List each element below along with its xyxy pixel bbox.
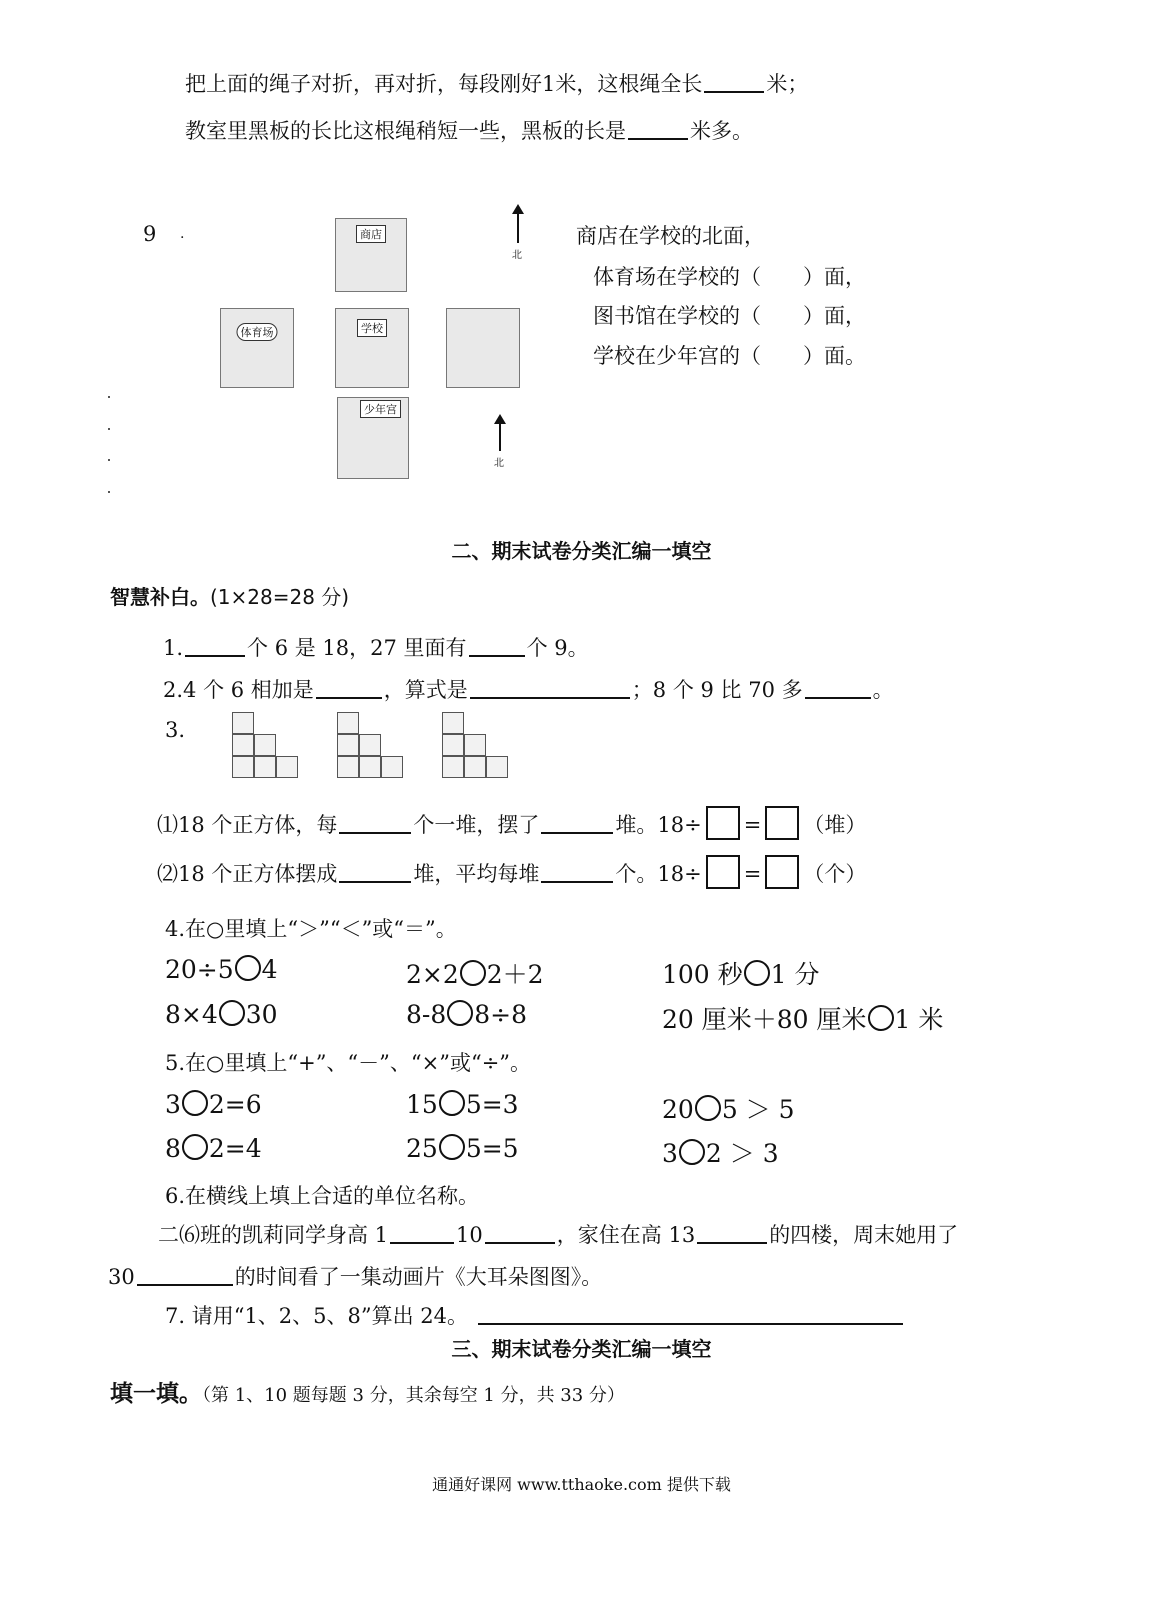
q4-right: 1 米 <box>894 1005 944 1034</box>
q3-2-text-c: 个。18÷ <box>615 862 702 886</box>
answer-blank[interactable] <box>339 831 411 834</box>
q5-item <box>165 1090 262 1119</box>
q9-number: 9 <box>143 222 157 246</box>
youth-palace-label: 少年宫 <box>360 400 401 418</box>
q4-left: 2×2 <box>406 960 459 989</box>
section-2-intro <box>110 581 349 610</box>
operator-circle[interactable] <box>439 1134 465 1160</box>
cube <box>337 734 359 756</box>
operator-circle[interactable] <box>182 1090 208 1116</box>
answer-blank[interactable] <box>478 1322 903 1325</box>
cube <box>464 734 486 756</box>
q4-title: 4.在○里填上“＞”“＜”或“＝”。 <box>165 917 457 941</box>
north-arrow-icon <box>517 213 519 243</box>
q7 <box>165 1300 905 1330</box>
section-2-intro-bold: 智慧补白。 <box>110 585 210 609</box>
page-footer: 通通好课网 www.tthaoke.com 提供下载 <box>432 1475 731 1494</box>
answer-blank[interactable] <box>485 1241 555 1244</box>
section-3-intro-rest: （第 1、10 题每题 3 分，其余每空 1 分，共 33 分） <box>202 1385 625 1406</box>
q5-item <box>662 1090 795 1126</box>
q1-text-end: 个 9。 <box>526 636 589 660</box>
q4-right: 8÷8 <box>474 1000 528 1029</box>
section-3-intro <box>110 1375 625 1408</box>
q4-item <box>406 1000 527 1029</box>
youth-palace-picture <box>337 397 409 479</box>
q6-text-e: 30 <box>108 1265 135 1289</box>
operator-circle[interactable] <box>679 1139 705 1165</box>
q5-right: 2 ＞ 3 <box>705 1139 779 1168</box>
q3-2-equals: = <box>743 862 762 886</box>
north-arrow-icon <box>499 423 501 451</box>
q9-line-1: 商店在学校的北面， <box>576 224 765 248</box>
answer-blank[interactable] <box>805 696 871 699</box>
q4-left: 20 厘米＋80 厘米 <box>662 1005 867 1034</box>
school-picture <box>335 308 409 388</box>
cube-stack-picture <box>232 712 306 786</box>
q1 <box>163 632 589 662</box>
q4-item <box>406 955 544 991</box>
answer-blank[interactable] <box>697 1241 767 1244</box>
q5-item <box>662 1134 779 1170</box>
q4-item <box>662 955 820 991</box>
q5-right: 2=6 <box>208 1090 262 1119</box>
cube <box>442 734 464 756</box>
cube-stack-picture <box>442 712 516 786</box>
q5-left: 25 <box>406 1134 438 1163</box>
rope-line-1-unit: 米； <box>766 72 809 96</box>
north-label-bottom: 北 <box>494 458 504 469</box>
cube <box>232 734 254 756</box>
q4-item <box>165 1000 278 1029</box>
q5-item <box>165 1134 262 1163</box>
cube <box>486 756 508 778</box>
q3-2-text-a: ⑵18 个正方体摆成 <box>157 862 338 886</box>
q4-left: 8×4 <box>165 1000 218 1029</box>
q6-line-2 <box>108 1261 602 1291</box>
q9-dot: . <box>180 226 185 242</box>
compare-circle[interactable] <box>219 1000 245 1026</box>
q5-left: 3 <box>165 1090 181 1119</box>
section-2-title: 二、期末试卷分类汇编一填空 <box>451 539 712 563</box>
q5-right: 5=5 <box>465 1134 519 1163</box>
operator-circle[interactable] <box>439 1090 465 1116</box>
operator-circle[interactable] <box>182 1134 208 1160</box>
q4-left: 20÷5 <box>165 955 234 984</box>
compare-circle[interactable] <box>447 1000 473 1026</box>
answer-box[interactable] <box>765 855 799 889</box>
q4-right: 4 <box>261 955 278 984</box>
cube <box>359 734 381 756</box>
q9-line-3: 图书馆在学校的（ ）面， <box>593 304 866 328</box>
q3-2-unit: （个） <box>803 862 867 886</box>
answer-box[interactable] <box>706 806 740 840</box>
rope-line-1-text: 把上面的绳子对折，再对折，每段刚好1米，这根绳全长 <box>185 72 703 96</box>
q3-1-unit: （堆） <box>803 813 867 837</box>
section-2-intro-points: (1×28=28 分) <box>210 585 350 609</box>
answer-blank[interactable] <box>541 831 613 834</box>
answer-blank[interactable] <box>470 696 630 699</box>
q6-text-a: 二⑹班的凯莉同学身高 1 <box>158 1223 389 1247</box>
answer-box[interactable] <box>765 806 799 840</box>
shop-picture <box>335 218 407 292</box>
q3-1-text-c: 堆。18÷ <box>615 813 702 837</box>
q2-text-d: 。 <box>872 678 894 702</box>
rope-line-2-text: 教室里黑板的长比这根绳稍短一些，黑板的长是 <box>185 119 626 143</box>
q2-text-c: ；8 个 9 比 70 多 <box>631 678 803 702</box>
q2 <box>163 674 894 704</box>
answer-blank[interactable] <box>628 137 688 140</box>
q4-left: 100 秒 <box>662 960 743 989</box>
q5-item <box>406 1134 519 1163</box>
q2-text-a: 2.4 个 6 相加是 <box>163 678 314 702</box>
q6-title: 6.在横线上填上合适的单位名称。 <box>165 1184 480 1208</box>
q4-right: 1 分 <box>770 960 820 989</box>
q3-part-2 <box>157 855 866 889</box>
operator-circle[interactable] <box>695 1095 721 1121</box>
q5-item <box>406 1090 519 1119</box>
cube <box>381 756 403 778</box>
cube <box>254 756 276 778</box>
stadium-picture <box>220 308 294 388</box>
q5-right: 5 ＞ 5 <box>721 1095 795 1124</box>
q9-line-2: 体育场在学校的（ ）面， <box>593 265 866 289</box>
answer-blank[interactable] <box>469 654 525 657</box>
margin-dot <box>108 396 110 398</box>
answer-blank[interactable] <box>339 880 411 883</box>
q5-left: 8 <box>165 1134 181 1163</box>
q5-left: 20 <box>662 1095 694 1124</box>
q4-right: 2＋2 <box>486 960 544 989</box>
q3-1-equals: = <box>743 813 762 837</box>
q3-number: 3. <box>165 718 186 742</box>
q3-1-text-b: 个一堆，摆了 <box>413 813 540 837</box>
cube <box>442 712 464 734</box>
q4-item <box>662 1000 943 1036</box>
q9-line-4: 学校在少年宫的（ ）面。 <box>593 344 866 368</box>
margin-dot <box>108 491 110 493</box>
library-picture <box>446 308 520 388</box>
answer-blank[interactable] <box>185 654 245 657</box>
cube <box>276 756 298 778</box>
q1-number: 1. <box>163 636 184 660</box>
cube <box>337 756 359 778</box>
stadium-label: 体育场 <box>237 323 278 341</box>
q5-right: 5=3 <box>465 1090 519 1119</box>
rope-line-1 <box>185 68 808 98</box>
rope-line-2 <box>185 115 753 145</box>
compare-circle[interactable] <box>744 960 770 986</box>
cube <box>442 756 464 778</box>
q2-text-b: ，算式是 <box>383 678 468 702</box>
answer-blank[interactable] <box>541 880 613 883</box>
answer-blank[interactable] <box>137 1283 233 1286</box>
q6-line-1 <box>158 1219 958 1249</box>
margin-dot <box>108 428 110 430</box>
cube <box>254 734 276 756</box>
section-3-title: 三、期末试卷分类汇编一填空 <box>451 1337 712 1361</box>
compare-circle[interactable] <box>235 955 261 981</box>
cube <box>337 712 359 734</box>
q6-text-c: ，家住在高 13 <box>556 1223 696 1247</box>
cube <box>232 756 254 778</box>
answer-box[interactable] <box>706 855 740 889</box>
q4-item <box>165 955 278 984</box>
cube <box>464 756 486 778</box>
cube-stack-picture <box>337 712 411 786</box>
q5-left: 15 <box>406 1090 438 1119</box>
section-3-intro-bold: 填一填。 <box>110 1381 202 1407</box>
cube <box>232 712 254 734</box>
rope-line-2-unit: 米多。 <box>690 119 753 143</box>
q3-2-text-b: 堆，平均每堆 <box>413 862 540 886</box>
answer-blank[interactable] <box>390 1241 454 1244</box>
cube <box>359 756 381 778</box>
q7-text: 7. 请用“1、2、5、8”算出 24。 <box>165 1304 469 1328</box>
q5-left: 3 <box>662 1139 678 1168</box>
q6-text-d: 的四楼，周末她用了 <box>769 1223 959 1247</box>
margin-dot <box>108 459 110 461</box>
q6-text-f: 的时间看了一集动画片《大耳朵图图》。 <box>234 1265 603 1289</box>
answer-blank[interactable] <box>704 90 764 93</box>
answer-blank[interactable] <box>316 696 382 699</box>
q3-1-text-a: ⑴18 个正方体，每 <box>157 813 338 837</box>
q5-right: 2=4 <box>208 1134 262 1163</box>
compare-circle[interactable] <box>868 1005 894 1031</box>
q4-left: 8-8 <box>406 1000 447 1029</box>
compare-circle[interactable] <box>460 960 486 986</box>
q3-part-1 <box>157 806 866 840</box>
school-label: 学校 <box>357 319 387 337</box>
q5-title: 5.在○里填上“+”、“－”、“×”或“÷”。 <box>165 1051 532 1075</box>
north-label-top: 北 <box>512 250 522 261</box>
q1-text: 个 6 是 18，27 里面有 <box>247 636 467 660</box>
q4-right: 30 <box>245 1000 278 1029</box>
shop-label: 商店 <box>356 225 386 243</box>
q6-text-b: 10 <box>456 1223 483 1247</box>
